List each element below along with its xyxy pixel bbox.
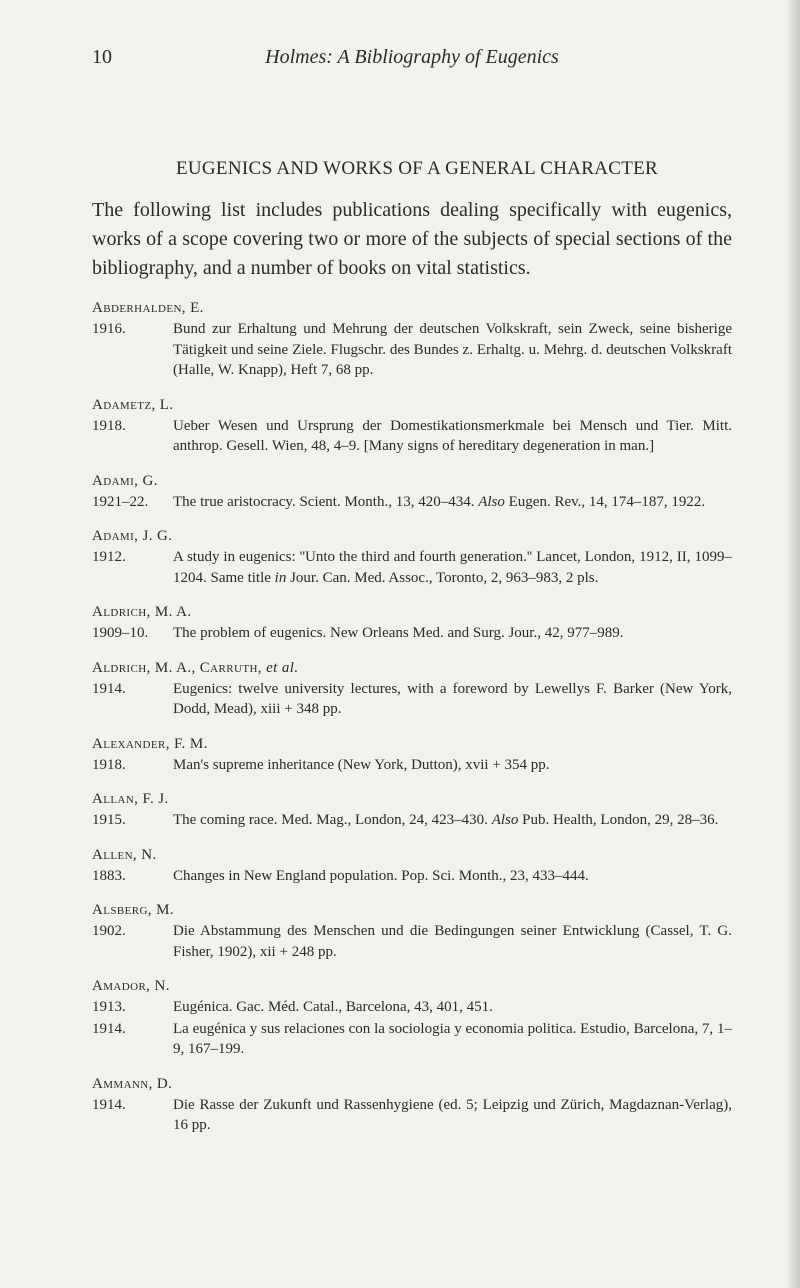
bibliography-entry [92, 734, 732, 776]
entry-author [92, 602, 732, 622]
author-name: Alsberg, M. [92, 902, 174, 918]
author-et-al: et al. [266, 659, 299, 676]
citation-text-after: Pub. Health, London, 29, 28–36. [522, 812, 719, 828]
entry-citation [92, 319, 732, 381]
entry-author [92, 471, 732, 491]
citation-text: Die Abstammung des Menschen und die Bedingungen seiner Entwicklung (Cassel, T. G. Fisher, 1902), xii + 248 pp. [173, 923, 732, 960]
entry-citation [92, 866, 732, 887]
running-head [92, 46, 732, 76]
citation-text: The problem of eugenics. New Orleans Med. and Surg. Jour., 42, 977–989. [173, 625, 624, 641]
author-name: Amador, N. [92, 978, 170, 994]
bibliography-entry [92, 471, 732, 513]
citation-year: 1912. [92, 549, 126, 565]
entry-author [92, 789, 732, 809]
bibliography-entry [92, 395, 732, 457]
author-name: Aldrich, M. A., Carruth, [92, 659, 262, 676]
entry-author [92, 395, 732, 415]
section-heading: EUGENICS AND WORKS OF A GENERAL CHARACTER [175, 158, 659, 179]
citation-text-after: Eugen. Rev., 14, 174–187, 1922. [508, 493, 706, 510]
entry-author [92, 734, 732, 754]
bibliography-entry [92, 789, 732, 831]
citation-text: Man's supreme inheritance (New York, Dutton), xvii + 354 pp. [173, 756, 550, 773]
bibliography-entry [92, 602, 732, 644]
author-name: Adametz, L. [92, 396, 174, 413]
citation-year: 1921–22. [92, 493, 149, 510]
bibliography-entry [92, 845, 732, 887]
bibliography-entry [92, 298, 732, 381]
section-intro: The following list includes publications dealing specifically with eugenics, works of a scope covering two or more of the subjects of special sections of the bibliography, and a number of books on vital statistics. [92, 199, 732, 279]
citation-text-after: Jour. Can. Med. Assoc., Toronto, 2, 963–983, 2 pls. [290, 569, 599, 586]
entry-citation [92, 416, 732, 457]
author-name: Adami, J. G. [92, 528, 173, 544]
author-name: Aldrich, M. A. [92, 604, 192, 620]
entry-citation [92, 1095, 732, 1136]
citation-year: 1913. [92, 999, 126, 1015]
entry-citation [92, 679, 732, 720]
citation-year: 1914. [92, 1020, 126, 1037]
bibliography-entry [92, 976, 732, 1060]
entry-author [92, 900, 732, 920]
citation-text: Changes in New England population. Pop. Sci. Month., 23, 433–444. [173, 867, 589, 884]
citation-text: Ueber Wesen und Ursprung der Domestikationsmerkmale bei Mensch und Tier. Mitt. anthrop. Gesell. Wien, 48, 4–9. [Many signs of hereditary degeneration in man.] [173, 417, 732, 454]
entry-citation [92, 1019, 732, 1060]
citation-text: Eugénica. Gac. Méd. Catal., Barcelona, 43, 401, 451. [173, 999, 493, 1015]
bibliography-entry [92, 658, 732, 720]
bibliography-entry [92, 1074, 732, 1136]
entry-author [92, 845, 732, 865]
citation-year: 1914. [92, 680, 126, 697]
citation-also: in [274, 569, 287, 586]
entry-author [92, 298, 732, 318]
citation-year: 1902. [92, 923, 126, 939]
citation-year: 1915. [92, 812, 126, 828]
entry-citation [92, 810, 732, 831]
entry-citation [92, 547, 732, 588]
citation-year: 1918. [92, 756, 126, 773]
citation-also: Also [491, 812, 519, 828]
citation-year: 1914. [92, 1096, 126, 1113]
citation-text: Bund zur Erhaltung und Mehrung der deutschen Volkskraft, sein Zweck, seine bisherige Tätigkeit und seine Ziele. Flugschr. des Bundes z. Erhaltg. u. Mehrg. d. deutschen Volkskraft (Halle, W. Knapp), Heft 7, 68 pp. [173, 321, 732, 378]
entry-author [92, 1074, 732, 1094]
citation-text: Eugenics: twelve university lectures, with a foreword by Lewellys F. Barker (New York, Dodd, Mead), xiii + 348 pp. [173, 680, 732, 717]
entry-author [92, 526, 732, 546]
bibliography-entries [92, 298, 732, 1150]
author-name: Allen, N. [92, 846, 157, 863]
author-name: Ammann, D. [92, 1075, 173, 1092]
citation-text: La eugénica y sus relaciones con la sociologia y economia politica. Estudio, Barcelona, 7, 1–9, 167–199. [173, 1020, 732, 1057]
citation-text: The true aristocracy. Scient. Month., 13, 420–434. [173, 493, 475, 510]
citation-text: A study in eugenics: ''Unto the third and fourth generation.'' Lancet, London, 1912, II, 1099–1204. Same title [173, 549, 732, 586]
running-title: Holmes: A Bibliography of Eugenics [265, 46, 559, 68]
citation-year: 1918. [92, 417, 126, 434]
citation-year: 1909–10. [92, 625, 149, 641]
author-name: Allan, F. J. [92, 791, 169, 807]
citation-text: Die Rasse der Zukunft und Rassenhygiene (ed. 5; Leipzig und Zürich, Magdaznan-Verlag), 16 pp. [173, 1096, 732, 1133]
bibliography-entry [92, 900, 732, 962]
citation-also: Also [478, 493, 505, 510]
entry-citation [92, 492, 732, 513]
page-number: 10 [92, 46, 112, 68]
author-name: Abderhalden, E. [92, 300, 204, 316]
entry-citation [92, 755, 732, 776]
citation-text: The coming race. Med. Mag., London, 24, 423–430. [173, 812, 488, 828]
citation-year: 1883. [92, 867, 126, 884]
entry-author [92, 976, 732, 996]
page-edge-shadow [786, 0, 800, 1288]
entry-citation [92, 623, 732, 644]
author-name: Adami, G. [92, 472, 158, 489]
entry-author [92, 658, 732, 678]
bibliography-entry [92, 526, 732, 588]
citation-year: 1916. [92, 321, 126, 337]
author-name: Alexander, F. M. [92, 735, 208, 752]
entry-citation [92, 997, 732, 1018]
entry-citation [92, 921, 732, 962]
